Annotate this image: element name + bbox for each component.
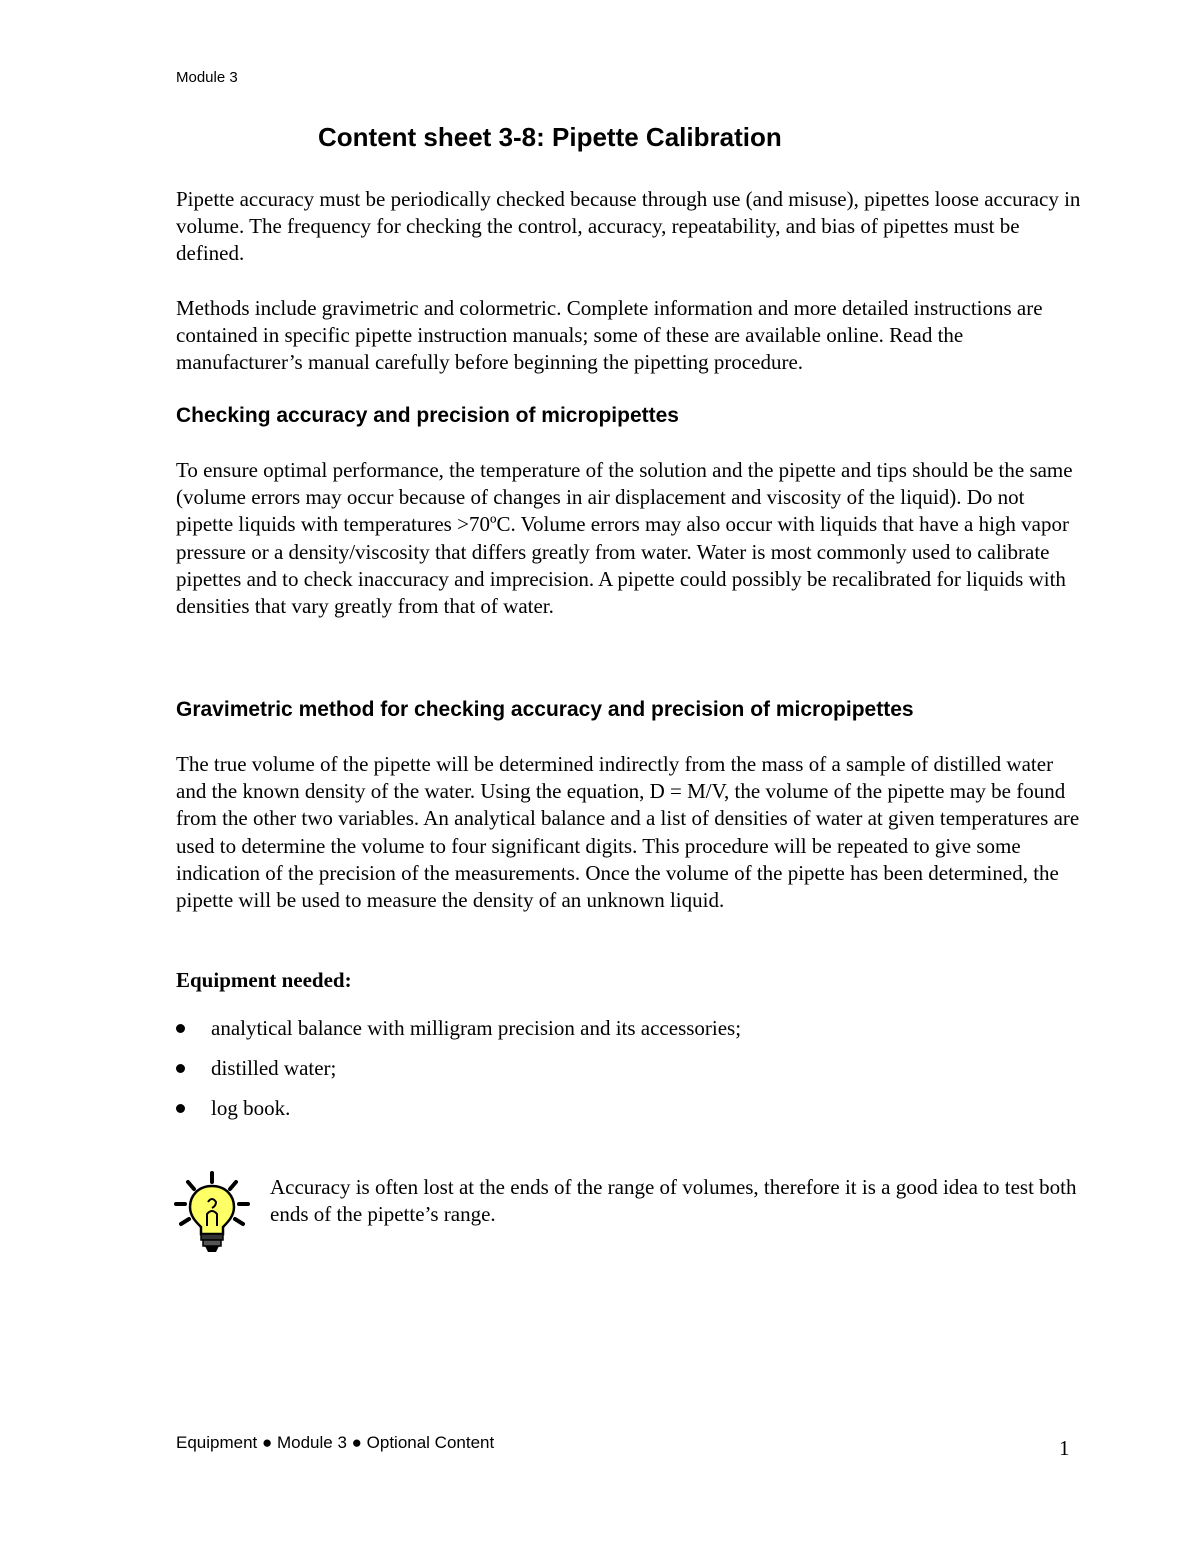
- section-heading-gravimetric: Gravimetric method for checking accuracy and precision of micropipettes: [176, 698, 914, 721]
- lightbulb-icon: [172, 1170, 252, 1256]
- list-item-text: analytical balance with milligram precision and its accessories;: [211, 1015, 742, 1040]
- section-heading-checking: Checking accuracy and precision of micropipettes: [176, 404, 679, 427]
- intro-paragraph-1: Pipette accuracy must be periodically checked because through use (and misuse), pipettes loose accuracy in volume. The frequency for checking the control, accuracy, repeatability, and bias of pipettes must be defined.: [176, 187, 1081, 266]
- tip-text: Accuracy is often lost at the ends of the range of volumes, therefore it is a good idea to test both ends of the pipette’s range.: [270, 1175, 1077, 1227]
- intro-paragraph-2: Methods include gravimetric and colormetric. Complete information and more detailed instructions are contained in specific pipette instruction manuals; some of these are available online. Read the manufacturer’s manual carefully before beginning the pipetting procedure.: [176, 296, 1043, 375]
- list-item-text: distilled water;: [211, 1055, 337, 1080]
- list-item: [176, 1088, 741, 1128]
- list-item: [176, 1048, 741, 1088]
- page-footer: Equipment ● Module 3 ● Optional Content: [176, 1433, 495, 1452]
- bullet-icon: [176, 1064, 185, 1073]
- list-item: [176, 1008, 741, 1048]
- list-item-text: log book.: [211, 1095, 291, 1120]
- page-title: Content sheet 3-8: Pipette Calibration: [318, 122, 782, 152]
- section-body-gravimetric: The true volume of the pipette will be determined indirectly from the mass of a sample of distilled water and the known density of the water. Using the equation, D = M/V, the volume of the pipette may be found from the other two variables. An analytical balance and a list of densities of water at given temperatures are used to determine the volume to four significant digits. This procedure will be repeated to give some indication of the precision of the measurements. Once the volume of the pipette has been determined, the pipette will be used to measure the density of an unknown liquid.: [176, 752, 1080, 913]
- bullet-icon: [176, 1024, 185, 1033]
- section-body-checking: To ensure optimal performance, the temperature of the solution and the pipette and tips should be the same (volume errors may occur because of changes in air displacement and viscosity of the liquid). Do not pipette liquids with temperatures >70ºC. Volume errors may also occur with liquids that have a high vapor pressure or a density/viscosity that differs greatly from water. Water is most commonly used to calibrate pipettes and to check inaccuracy and imprecision. A pipette could possibly be recalibrated for liquids with densities that vary greatly from that of water.: [176, 458, 1073, 619]
- equipment-list: [176, 1008, 741, 1128]
- page-number: 1: [1059, 1436, 1070, 1460]
- bullet-icon: [176, 1104, 185, 1113]
- running-header: Module 3: [176, 69, 238, 86]
- equipment-label: Equipment needed:: [176, 968, 352, 992]
